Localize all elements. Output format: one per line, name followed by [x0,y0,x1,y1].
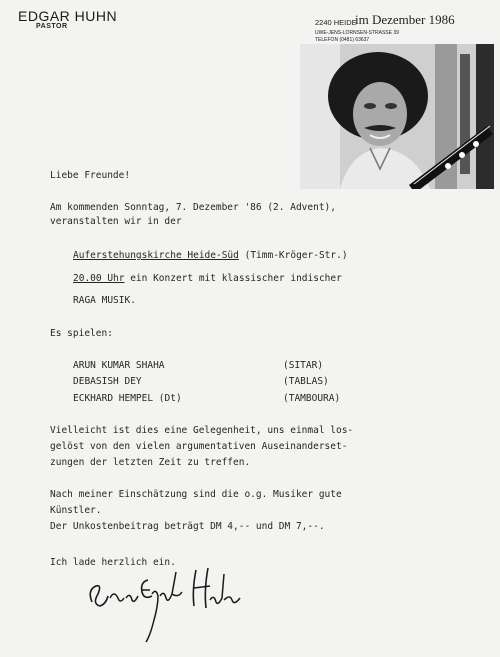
intro-line-2: veranstalten wir in der [50,216,182,227]
concert-line [73,273,342,284]
concert-text: ein Konzert mit klassischer indischer [124,273,342,284]
venue-line [73,250,348,261]
address-city: 2240 HEIDE [315,18,357,27]
paragraph-3-line-1: Nach meiner Einschätzung sind die o.g. Musiker gute [50,489,342,500]
signature [84,560,254,650]
intro-line-1: Am kommenden Sonntag, 7. Dezember '86 (2. Advent), [50,202,336,213]
paragraph-2-line-3: zungen der letzten Zeit zu treffen. [50,457,251,468]
sender-title: PASTOR [36,23,68,30]
player-name: DEBASISH DEY [73,376,142,387]
player-instrument: (TAMBOURA) [283,393,341,404]
musician-photo [300,44,494,189]
paragraph-3-line-2: Künstler. [50,505,102,516]
player-name: ECKHARD HEMPEL (Dt) [73,393,182,404]
musician-photo-drawing [300,44,494,189]
player-instrument: (SITAR) [283,360,324,371]
letter-date: im Dezember 1986 [355,12,455,27]
greeting: Liebe Freunde! [50,170,131,181]
player-instrument: (TABLAS) [283,376,329,387]
players-heading: Es spielen: [50,328,113,339]
venue-address: (Timm-Kröger-Str.) [238,250,348,261]
venue-name: Auferstehungskirche Heide-Süd [73,250,239,261]
concert-time: 20.00 Uhr [73,273,125,284]
address-phone: TELEFON (0481) 63637 [315,37,370,43]
paragraph-3-line-3: Der Unkostenbeitrag beträgt DM 4,-- und DM 7,--. [50,521,325,532]
closing: Ich lade herzlich ein. [50,557,176,568]
paragraph-2-line-1: Vielleicht ist dies eine Gelegenheit, uns einmal los- [50,425,354,436]
sender-name: EDGAR HUHN [18,8,118,24]
paragraph-2-line-2: gelöst von den vielen argumentativen Auseinanderset- [50,441,348,452]
player-name: ARUN KUMAR SHAHA [73,360,165,371]
address-street: UWE-JENS-LORNSEN-STRASSE 39 [315,30,399,36]
music-line: RAGA MUSIK. [73,295,136,306]
